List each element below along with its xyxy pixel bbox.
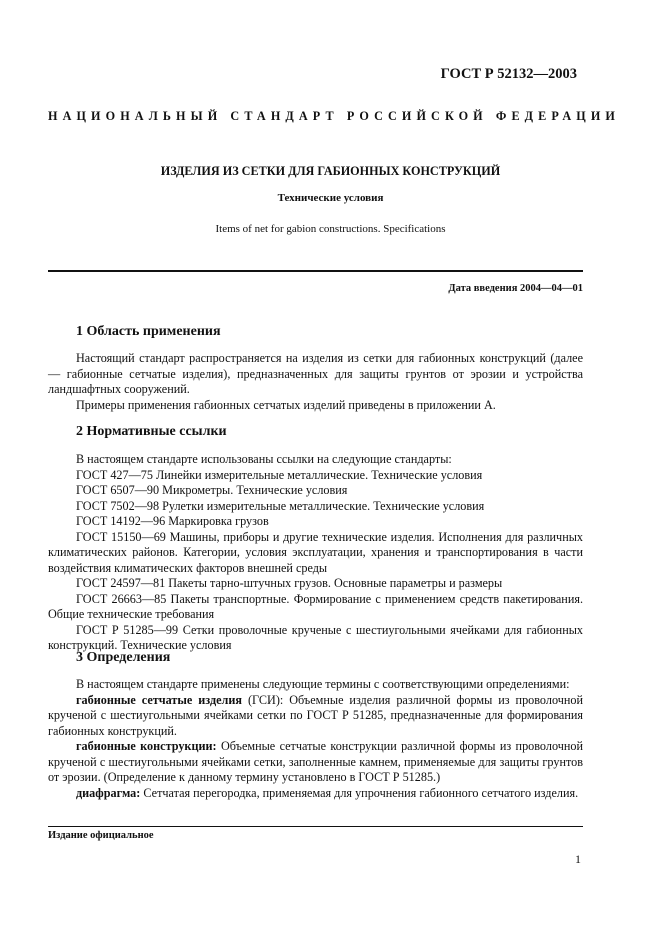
national-standard-banner: НАЦИОНАЛЬНЫЙ СТАНДАРТ РОССИЙСКОЙ ФЕДЕРАЦИИ [48, 109, 621, 123]
definition-text: (ГСИ): Объемные изделия различной формы из проволочной крученой с шестиугольными ячейками сетки по ГОСТ Р 51285, предназначенные для формирования габионных конструкций. [48, 692, 583, 738]
definition-item [48, 786, 583, 802]
section-1-heading: 1 Область применения [76, 324, 221, 339]
reference-item: ГОСТ 26663—85 Пакеты транспортные. Формирование с применением средств пакетирования. Общие технические требования [48, 591, 583, 621]
english-title: Items of net for gabion constructions. Specifications [215, 223, 446, 235]
section-1-body [48, 351, 583, 413]
document-subtitle: Технические условия [277, 192, 384, 204]
edition-label: Издание официальное [48, 830, 154, 841]
section-3-body [48, 677, 583, 801]
document-code: ГОСТ Р 52132—2003 [440, 66, 577, 82]
reference-item: ГОСТ 427—75 Линейки измерительные металлические. Технические условия [76, 467, 483, 482]
section-3-intro: В настоящем стандарте применены следующие термины с соответствующими определениями: [76, 677, 570, 691]
reference-item: ГОСТ 24597—81 Пакеты тарно-штучных грузов. Основные параметры и размеры [76, 576, 503, 590]
document-title: ИЗДЕЛИЯ ИЗ СЕТКИ ДЛЯ ГАБИОННЫХ КОНСТРУКЦИЙ [160, 164, 501, 178]
definition-term: габионные сетчатые изделия [76, 692, 242, 707]
reference-item: ГОСТ Р 51285—99 Сетки проволочные крученые с шестиугольными ячейками для габионных конструкций. Технические условия [48, 622, 583, 652]
definition-item [48, 693, 583, 740]
section-2-body [48, 452, 583, 654]
page-number: 1 [575, 852, 581, 866]
section-3-heading: 3 Определения [76, 650, 171, 665]
reference-item: ГОСТ 14192—96 Маркировка грузов [76, 514, 269, 528]
definition-text: Объемные сетчатые конструкции различной формы из проволочной крученой с шестиугольными ячейками сетки, заполненные камнем, применяемые для защиты грунтов от эрозии. (Определение к данному термину установлено в ГОСТ Р 51285.) [48, 739, 583, 784]
definition-term: диафрагма: [76, 785, 141, 800]
reference-item: ГОСТ 7502—98 Рулетки измерительные металлические. Технические условия [76, 498, 485, 513]
section-1-paragraph: Настоящий стандарт распространяется на изделия из сетки для габионных конструкций (далее — габионные сетчатые изделия), предназначенных для защиты грунтов от эрозии и устройства ландшафтных сооружений. [48, 351, 583, 396]
reference-item: ГОСТ 15150—69 Машины, приборы и другие технические изделия. Исполнения для различных климатических районов. Категории, условия эксплуатации, хранения и транспортирования в части воздействия климатических факторов внешней среды [48, 529, 583, 575]
section-2-intro: В настоящем стандарте использованы ссылки на следующие стандарты: [76, 452, 452, 466]
effective-date: Дата введения 2004—04—01 [448, 283, 583, 294]
section-1-paragraph: Примеры применения габионных сетчатых изделий приведены в приложении А. [76, 397, 496, 412]
reference-item: ГОСТ 6507—90 Микрометры. Технические условия [76, 483, 348, 497]
definition-term: габионные конструкции: [76, 739, 217, 753]
title-divider [48, 270, 583, 272]
definition-item [48, 739, 583, 786]
section-2-heading: 2 Нормативные ссылки [76, 424, 227, 439]
definition-text: Сетчатая перегородка, применяемая для упрочнения габионного сетчатого изделия. [140, 785, 579, 800]
footer-divider [48, 826, 583, 827]
